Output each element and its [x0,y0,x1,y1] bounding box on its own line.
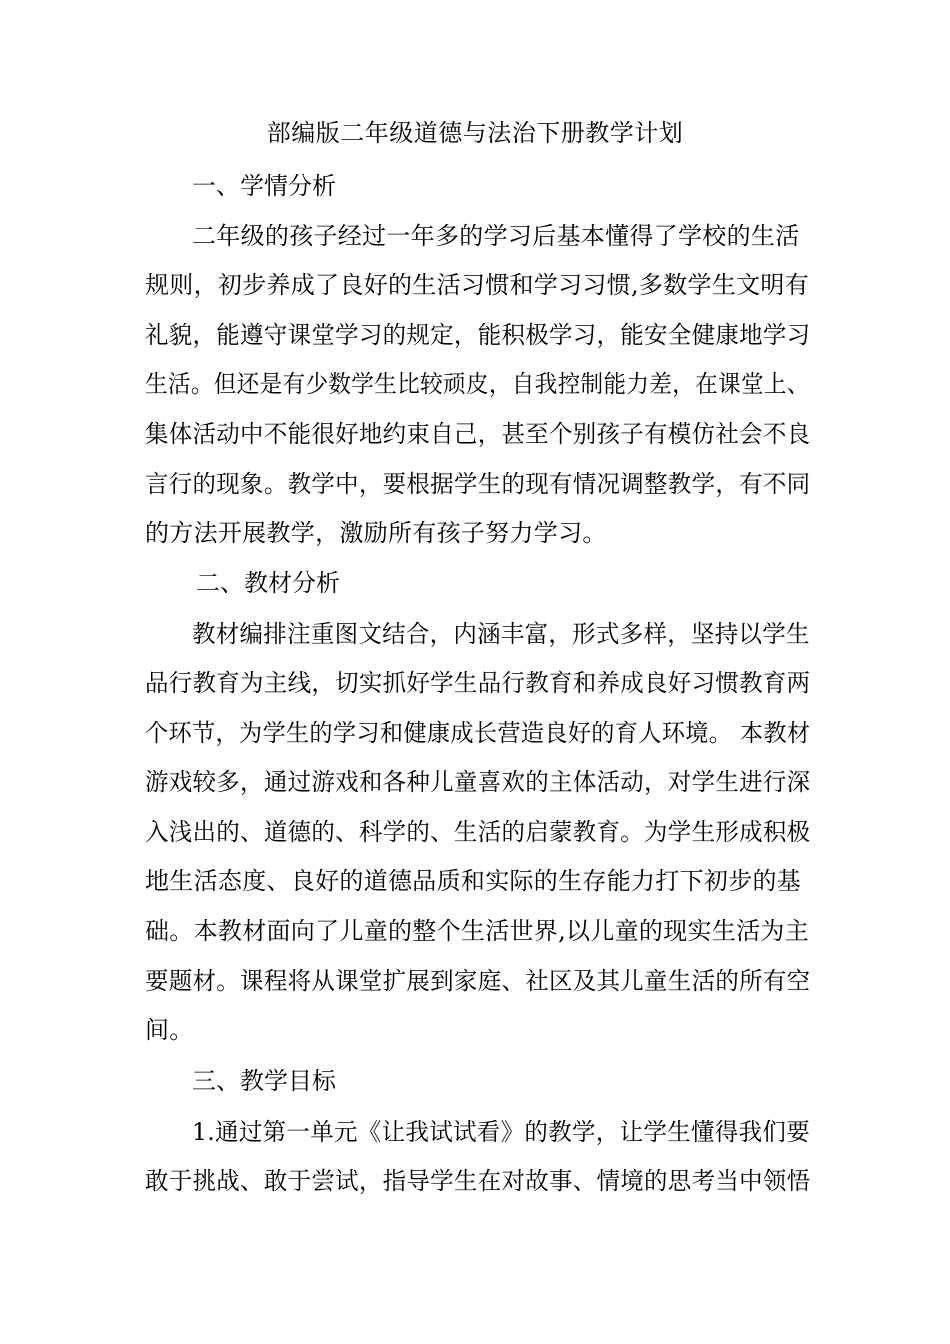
paragraph-line: 游戏较多，通过游戏和各种儿童喜欢的主体活动，对学生进行深 [145,768,811,796]
paragraph-line: 集体活动中不能很好地约束自己，甚至个别孩子有模仿社会不良 [145,420,811,448]
document-title: 部编版二年级道德与法治下册教学计划 [266,119,684,147]
paragraph-line: 言行的现象。教学中，要根据学生的现有情况调整教学，有不同 [145,470,811,498]
paragraph-line: 品行教育为主线，切实抓好学生品行教育和养成良好习惯教育两 [145,669,811,697]
paragraph-line: 教材编排注重图文结合，内涵丰富，形式多样，坚持以学生 [192,620,810,648]
section-heading-2: 二、教材分析 [196,569,340,597]
section-heading-3: 三、教学目标 [192,1067,336,1095]
paragraph-line: 的方法开展教学，激励所有孩子努力学习。 [145,519,607,547]
paragraph-line: 规则，初步养成了良好的生活习惯和学习习惯,多数学生文明有 [145,271,810,299]
paragraph-line: 敢于挑战、敢于尝试，指导学生在对故事、情境的思考当中领悟 [145,1167,811,1195]
paragraph-line: 1.通过第一单元《让我试试看》的教学，让学生懂得我们要 [192,1118,810,1146]
paragraph-line: 礼貌，能遵守课堂学习的规定，能积极学习，能安全健康地学习 [145,321,811,349]
paragraph-line: 间。 [145,1016,194,1044]
paragraph-line: 入浅出的、道德的、科学的、生活的启蒙教育。为学生形成积极 [145,818,811,846]
paragraph-line: 要题材。课程将从课堂扩展到家庭、社区及其儿童生活的所有空 [145,967,811,995]
paragraph-line: 础。本教材面向了儿童的整个生活世界,以儿童的现实生活为主 [145,917,810,945]
paragraph-line: 生活。但还是有少数学生比较顽皮，自我控制能力差，在课堂上、 [145,370,810,398]
section-heading-1: 一、学情分析 [192,172,336,200]
paragraph-line: 二年级的孩子经过一年多的学习后基本懂得了学校的生活 [192,222,800,250]
paragraph-line: 地生活态度、良好的道德品质和实际的生存能力打下初步的基 [145,867,802,895]
paragraph-line: 个环节，为学生的学习和健康成长营造良好的育人环境。 本教材 [145,719,811,747]
